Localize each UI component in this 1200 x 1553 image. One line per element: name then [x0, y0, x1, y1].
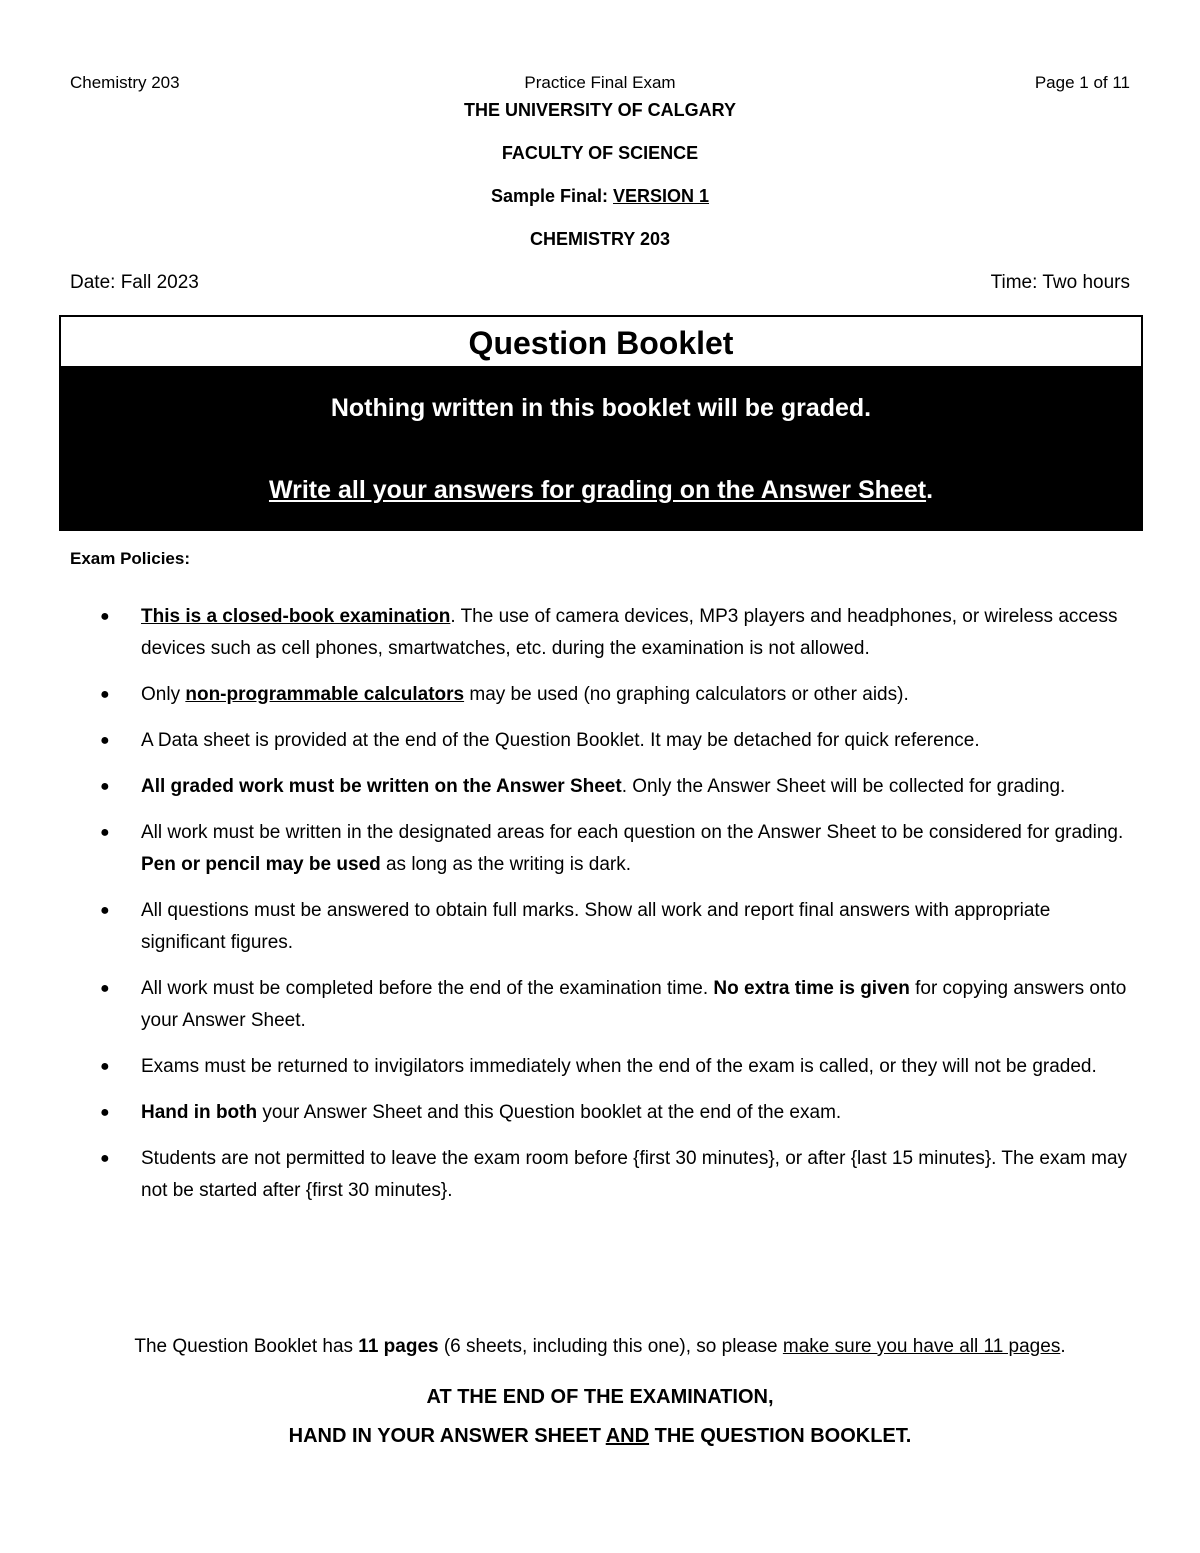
- booklet-instruction: [59, 476, 1143, 505]
- policies-heading: Exam Policies:: [70, 549, 191, 568]
- closing-line-2: [0, 1425, 1200, 1448]
- bullet-icon: ●: [100, 902, 110, 919]
- policy-text: All work must be completed before the end of the examination time.: [141, 978, 714, 999]
- policy-text: . Only the Answer Sheet will be collected for grading.: [621, 776, 1066, 797]
- policy-text: Exams must be returned to invigilators immediately when the end of the exam is called, or they will not be graded.: [141, 1056, 1097, 1077]
- note-text: .: [1060, 1336, 1066, 1357]
- policy-text: Only: [141, 684, 186, 705]
- policy-text: for copying answers onto your Answer Sheet.: [141, 978, 1127, 1031]
- policy-bold: Pen or pencil may be used: [141, 854, 381, 875]
- bullet-icon: ●: [100, 1058, 110, 1075]
- bullet-icon: ●: [100, 608, 110, 625]
- policy-emphasis: non-programmable calculators: [185, 684, 465, 705]
- policy-item: [100, 973, 1140, 1037]
- policy-emphasis: This is a closed-book examination: [141, 606, 451, 627]
- policy-text: All questions must be answered to obtain full marks. Show all work and report final answers with appropriate significant figures.: [141, 900, 1051, 953]
- exam-type-label: Practice Final Exam: [524, 73, 676, 92]
- closing-text: HAND IN YOUR ANSWER SHEET: [288, 1425, 606, 1447]
- course-label: Chemistry 203: [70, 73, 180, 92]
- course-title: CHEMISTRY 203: [529, 229, 671, 249]
- policy-item: [100, 1143, 1140, 1207]
- exam-info-row: [70, 272, 1130, 298]
- policy-text: A Data sheet is provided at the end of the Question Booklet. It may be detached for quick reference.: [141, 730, 980, 751]
- policy-text: Students are not permitted to leave the exam room before {first 30 minutes}, or after {last 15 minutes}. The exam may not be started after {first 30 minutes}.: [141, 1148, 1128, 1201]
- note-emphasis: make sure you have all 11 pages: [782, 1336, 1061, 1357]
- booklet-notice: Nothing written in this booklet will be graded.: [330, 394, 872, 422]
- booklet-instruction-end: .: [926, 476, 934, 504]
- bullet-icon: ●: [100, 732, 110, 749]
- faculty-name: FACULTY OF SCIENCE: [501, 143, 699, 163]
- policy-bold: Hand in both: [141, 1102, 258, 1123]
- policy-item: [100, 1051, 1140, 1083]
- closing-text: THE QUESTION BOOKLET.: [649, 1425, 912, 1447]
- policy-text: as long as the writing is dark.: [380, 854, 631, 875]
- exam-duration: Time: Two hours: [990, 272, 1130, 293]
- bullet-icon: ●: [100, 824, 110, 841]
- policy-item: [100, 725, 1140, 757]
- running-header: [70, 73, 1130, 95]
- bullet-icon: ●: [100, 686, 110, 703]
- note-text: (6 sheets, including this one), so please: [438, 1336, 783, 1357]
- bullet-icon: ●: [100, 980, 110, 997]
- page-number: Page 1 of 11: [1034, 73, 1130, 92]
- policy-item: [100, 895, 1140, 959]
- policy-text: . The use of camera devices, MP3 players and headphones, or wireless access devices such as cell phones, smartwatches, etc. during the examination is not allowed.: [141, 606, 1118, 659]
- policy-bold: No extra time is given: [713, 978, 910, 999]
- policy-item: [100, 1097, 1140, 1129]
- booklet-title: Question Booklet: [59, 315, 1143, 369]
- closing-line-1: AT THE END OF THE EXAMINATION,: [426, 1386, 774, 1408]
- policy-text: All work must be written in the designated areas for each question on the Answer Sheet to be considered for grading.: [141, 822, 1124, 843]
- sample-final-line: [0, 186, 1200, 207]
- university-name: THE UNIVERSITY OF CALGARY: [463, 100, 737, 120]
- policy-text: may be used (no graphing calculators or other aids).: [464, 684, 909, 705]
- policy-text: your Answer Sheet and this Question booklet at the end of the exam.: [257, 1102, 842, 1123]
- closing-and: AND: [605, 1425, 650, 1447]
- version-label: VERSION 1: [613, 186, 710, 206]
- bullet-icon: ●: [100, 1104, 110, 1121]
- page-count-note: [0, 1336, 1200, 1358]
- exam-date: Date: Fall 2023: [70, 272, 199, 293]
- policy-item: [100, 771, 1140, 803]
- booklet-instruction-text: Write all your answers for grading on the Answer Sheet: [268, 476, 927, 504]
- policy-item: [100, 817, 1140, 881]
- policy-item: [100, 601, 1140, 665]
- policy-list: [100, 601, 1140, 1221]
- sample-final-prefix: Sample Final:: [490, 186, 613, 206]
- note-pages: 11 pages: [358, 1336, 439, 1357]
- policy-item: [100, 679, 1140, 711]
- note-text: The Question Booklet has: [134, 1336, 359, 1357]
- bullet-icon: ●: [100, 778, 110, 795]
- booklet-notice-banner: [59, 366, 1143, 531]
- policy-bold: All graded work must be written on the Answer Sheet: [141, 776, 622, 797]
- bullet-icon: ●: [100, 1150, 110, 1167]
